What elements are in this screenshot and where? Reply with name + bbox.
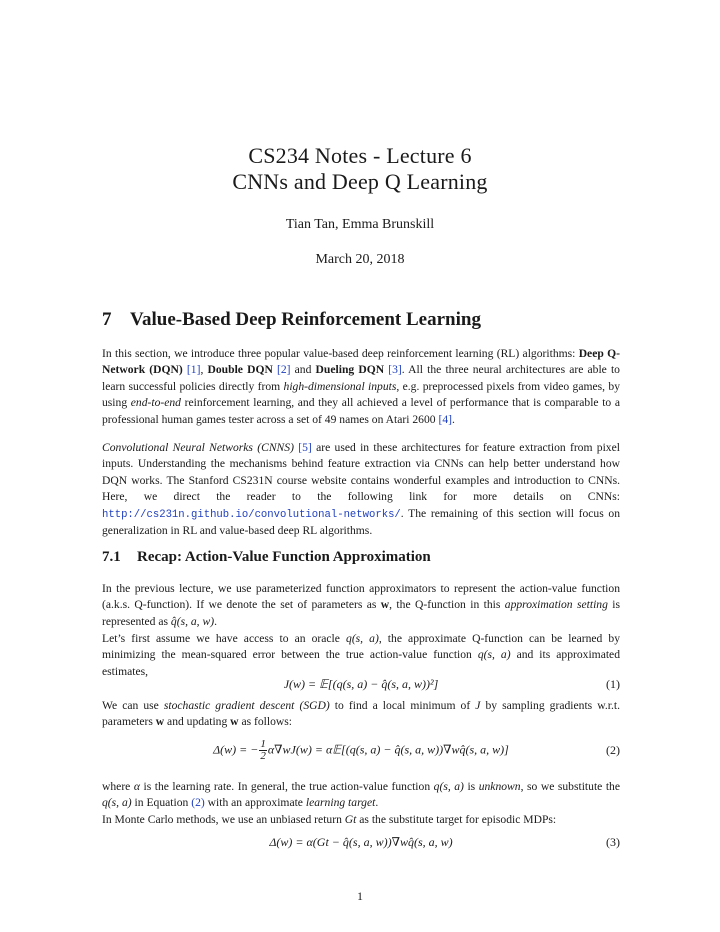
- equation-number: (2): [606, 743, 620, 757]
- text: . All the three neural architectures are able to learn successful policies directly from: [102, 363, 620, 393]
- subsection-paragraph-4: [102, 779, 620, 812]
- text: is: [467, 780, 476, 793]
- text: to find a local minimum of: [334, 699, 471, 712]
- citation[interactable]: [3]: [388, 363, 402, 377]
- text: .: [375, 796, 379, 810]
- subsection-paragraph-1: [102, 581, 620, 630]
- section-paragraph-2: [102, 440, 620, 539]
- text: We can use: [102, 699, 159, 712]
- text: . The remaining of this section will focus on generalization in RL and value-based deep RL algorithms.: [102, 506, 620, 538]
- term-dueling-dqn: Dueling DQN: [315, 363, 385, 377]
- page-number: 1: [357, 889, 363, 903]
- math-J: J: [475, 699, 481, 712]
- subsection-title: Recap: Action-Value Function Approximation: [137, 549, 431, 565]
- term-double-dqn: Double DQN: [207, 363, 273, 377]
- math-q: q(s, a): [346, 632, 379, 645]
- subsection-paragraph-3: [102, 698, 620, 731]
- text: and updating: [167, 715, 228, 729]
- citation[interactable]: [4]: [438, 412, 452, 426]
- math-w: w: [230, 715, 239, 729]
- eq-lhs: Δ(w) = −: [213, 742, 259, 757]
- text: ,: [200, 363, 208, 377]
- subsection-paragraph-2: [102, 631, 620, 680]
- citation[interactable]: [1]: [186, 363, 201, 377]
- text: In the previous lecture, we use parameterized function approximators to represent the action-value function (a.k.s. Q-function). If we denote the set of parameters as: [102, 582, 620, 612]
- subsection-number: 7.1: [102, 549, 121, 565]
- text: with an approximate: [207, 796, 303, 810]
- equation-expression: J(w) = 𝔼[(q(s, a) − q̂(s, a, w))²]: [283, 677, 439, 691]
- math-Gt: Gt: [344, 813, 357, 826]
- text: as follows:: [241, 715, 293, 729]
- math-alpha: α: [133, 780, 140, 793]
- text: In Monte Carlo methods, we use an unbiased return: [102, 813, 342, 826]
- subsection-heading: [102, 549, 431, 566]
- text: by sampling gradients w.r.t. parameters: [102, 699, 620, 729]
- text: , the approximate Q-function can be learned by minimizing the mean-squared error between the true action-value function: [102, 632, 621, 662]
- term-learning-target: learning target: [305, 796, 376, 810]
- citation[interactable]: [5]: [298, 441, 312, 454]
- text: are used in these architectures for feature extraction from pixel inputs. Understanding the mechanisms behind feature extraction via CNNs can help better understand how DQN works. The Stanford CS231N course website contains wonderful examples and introduction to CNNs. Here, we direct the reader to the following link for more details on CNNs:: [102, 441, 620, 504]
- text: and: [290, 363, 316, 377]
- citation[interactable]: [2]: [276, 363, 291, 377]
- math-qhat: q̂(s, a, w): [170, 614, 215, 628]
- term-dqn: Deep Q-Network (DQN): [102, 347, 620, 377]
- term-unknown: unknown: [478, 780, 521, 793]
- text: , e.g. preprocessed pixels from video games, by using: [102, 379, 620, 410]
- equation-number: (1): [606, 677, 620, 691]
- text: , the Q-function in this: [389, 598, 501, 612]
- text: , so we substitute the: [520, 780, 620, 793]
- equation-number: (3): [606, 835, 620, 849]
- math-q: q(s, a): [477, 648, 511, 662]
- equation-expression: Δ(w) = α(Gt − q̂(s, a, w))∇wq̂(s, a, w): [269, 835, 453, 849]
- text: reinforcement learning, and they all achieved a level of performance that is comparable to a professional human games tester across a set of 49 names on Atari 2600: [102, 396, 620, 426]
- text: is represented as: [102, 598, 621, 628]
- equation-reference[interactable]: (2): [191, 796, 205, 810]
- term-cnn: Convolutional Neural Networks (CNNS): [102, 441, 294, 454]
- section-heading: [102, 309, 481, 331]
- text: is the learning rate. In general, the true action-value function: [143, 780, 431, 793]
- text: In this section, we introduce three popular value-based deep reinforcement learning (RL) algorithms:: [102, 347, 576, 360]
- text: .: [452, 412, 455, 426]
- math-w: w: [155, 715, 165, 729]
- term-high-dim-inputs: high-dimensional inputs: [283, 379, 397, 393]
- subsection-paragraph-5: [102, 812, 620, 828]
- equation-expression: [102, 739, 620, 762]
- text: and its approximated estimates,: [102, 648, 620, 678]
- text: where: [102, 780, 131, 793]
- text: in Equation: [134, 796, 189, 810]
- eq-rhs: α∇wJ(w) = α𝔼[(q(s, a) − q̂(s, a, w))∇wq̂(s, a, w)]: [267, 742, 509, 757]
- text: .: [214, 614, 217, 628]
- equation-2: [102, 737, 620, 767]
- fraction: [259, 739, 267, 762]
- authors: Tian Tan, Emma Brunskill: [285, 217, 435, 232]
- math-q: q(s, a): [433, 780, 464, 793]
- section-title: Value-Based Deep Reinforcement Learning: [130, 309, 481, 330]
- math-q: q(s, a): [102, 796, 132, 810]
- term-end-to-end: end-to-end: [130, 396, 181, 410]
- title-line-1: CS234 Notes - Lecture 6: [248, 143, 472, 168]
- fraction-numerator: 1: [260, 738, 266, 750]
- text: as the substitute target for episodic MDPs:: [359, 813, 557, 826]
- fraction-denominator: 2: [260, 750, 266, 762]
- title-line-2: CNNs and Deep Q Learning: [232, 169, 488, 194]
- text: Let’s first assume we have access to an oracle: [102, 632, 340, 645]
- section-paragraph-1: [102, 346, 620, 428]
- date: March 20, 2018: [315, 252, 405, 267]
- term-approx-setting: approximation setting: [504, 598, 608, 612]
- cs231n-link[interactable]: http://cs231n.github.io/convolutional-networks/: [102, 508, 401, 521]
- term-sgd: stochastic gradient descent (SGD): [163, 699, 330, 712]
- math-w: w: [380, 598, 390, 612]
- section-number: 7: [102, 309, 112, 330]
